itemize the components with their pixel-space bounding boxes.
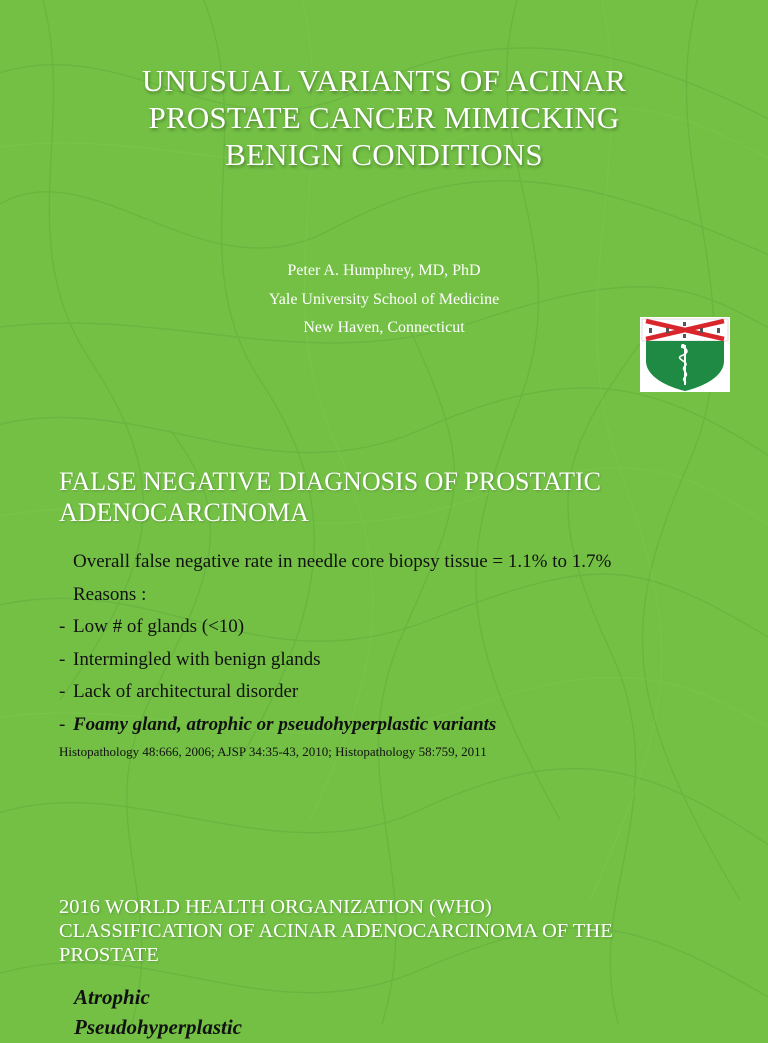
list-item: Pseudohyperplastic: [74, 1015, 242, 1039]
bullet-text: Overall false negative rate in needle core biopsy tissue = 1.1% to 1.7%: [73, 551, 612, 572]
heading-line: 2016 WORLD HEALTH ORGANIZATION (WHO): [59, 896, 492, 918]
bullet-dash: -: [59, 713, 66, 735]
list-item: [59, 581, 739, 614]
who-classification-heading: [59, 895, 739, 967]
who-variant-list: [74, 983, 714, 1043]
bullet-text: Intermingled with benign glands: [73, 648, 321, 670]
heading-line: FALSE NEGATIVE DIAGNOSIS OF PROSTATIC: [59, 467, 602, 496]
author-name: Peter A. Humphrey, MD, PhD: [287, 262, 481, 279]
heading-line: PROSTATE: [59, 944, 159, 966]
bullet-dash: -: [59, 648, 66, 670]
author-affiliation: Yale University School of Medicine: [268, 290, 500, 308]
yale-medicine-shield-icon: [640, 317, 730, 392]
bullet-text: Reasons :: [73, 583, 147, 605]
bullet-dash: -: [59, 616, 66, 637]
bullet-text: Low # of glands (<10): [73, 616, 245, 637]
heading-line: ADENOCARCINOMA: [59, 498, 309, 527]
list-item: [59, 678, 739, 711]
bullet-text: Lack of architectural disorder: [73, 681, 299, 702]
bullet-text: Foamy gland, atrophic or pseudohyperplastic variants: [73, 713, 497, 735]
slide-title-line: UNUSUAL VARIANTS OF ACINAR: [141, 63, 627, 98]
list-item: Atrophic: [74, 985, 150, 1009]
list-item: [59, 613, 739, 646]
slide-title-line: PROSTATE CANCER MIMICKING: [148, 100, 620, 135]
author-block: [134, 257, 634, 343]
list-item: [59, 646, 739, 679]
references-citation: Histopathology 48:666, 2006; AJSP 34:35-43, 2010; Histopathology 58:759, 2011: [59, 744, 487, 759]
list-item: [59, 711, 739, 744]
false-negative-heading: [59, 466, 719, 528]
false-negative-bullet-list: [59, 548, 739, 743]
bullet-dash: -: [59, 681, 66, 702]
author-location: New Haven, Connecticut: [303, 319, 465, 336]
slide-title: [60, 62, 708, 173]
list-item: [59, 548, 739, 581]
heading-line: CLASSIFICATION OF ACINAR ADENOCARCINOMA OF THE: [59, 920, 613, 942]
slide-title-line: BENIGN CONDITIONS: [225, 137, 543, 172]
